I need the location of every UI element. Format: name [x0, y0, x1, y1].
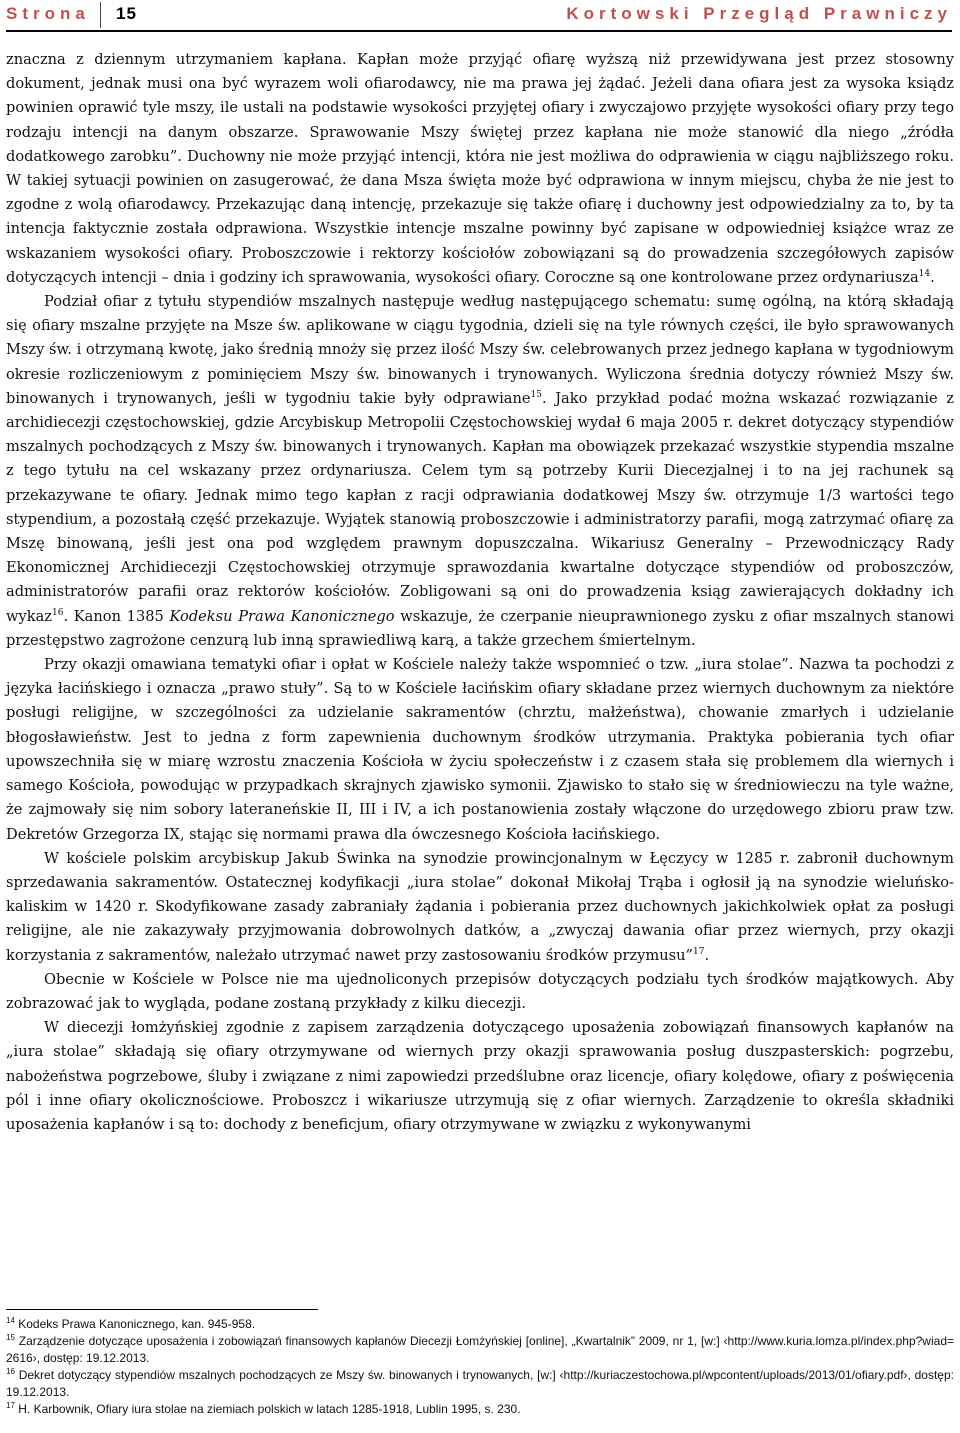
- footnote-16: [6, 1367, 954, 1401]
- header-divider: [100, 2, 101, 28]
- footnote-17: [6, 1401, 954, 1418]
- footnote-text: Zarządzenie dotyczące uposażenia i zobowiązań finansowych kapłanów Diecezji Łomżyńskiej [online], „Kwartalnik” 2009, nr 1, [w:] ‹http://www.kuria.lomza.pl/index.php?wiad= 2616›, dostęp: 19.12.2013.: [6, 1334, 954, 1365]
- paragraph-4-text: W kościele polskim arcybiskup Jakub Świnka na synodzie prowincjonalnym w Łęczycy w 1285 r. zabronił duchownym sprzedawania sakramentów. Ostatecznej kodyfikacji „iura stolae” dokonał Mikołaj Trąba i ogłosił ją na synodzie wieluńsko-kaliskim w 1420 r. Skodyfikowane zasady zabraniały żądania i pobierania przez duchownych jakichkolwiek opłat za posługi religijne, ale nie zakazywały przyjmowania dobrowolnych datków, a „zwyczaj dawania ofiar przez wiernych, przy okazji korzystania z sakramentów, należało utrzymać nawet przy zastosowaniu środków przymusu”: [6, 849, 954, 964]
- footnotes: [6, 1316, 954, 1418]
- page-header: [6, 0, 952, 32]
- footnote-text: H. Karbownik, Ofiary iura stolae na ziemiach polskich w latach 1285-1918, Lublin 1995, s. 230.: [18, 1402, 521, 1416]
- footnote-14: [6, 1316, 954, 1333]
- paragraph-2: [6, 290, 954, 653]
- paragraph-6: W diecezji łomżyńskiej zgodnie z zapisem zarządzenia dotyczącego uposażenia zobowiązań finansowych kapłanów na „iura stolae” składają się ofiary otrzymywane od wiernych przy okazji sprawowania posług duszpasterskich: pogrzebu, nabożeństwa pogrzebowe, śluby i związane z nimi zapowiedzi przedślubne oraz licencje, ofiary kolędowe, ofiary z poświęcenia pól i inne ofiary okolicznościowe. Proboszcz i wikariusze utrzymują się z ofiar wiernych. Zarządzenie to określa składniki uposażenia kapłanów i są to: dochody z beneficjum, ofiary otrzymywane w związku z wykonywanymi: [6, 1019, 954, 1133]
- footnote-separator: [6, 1309, 318, 1310]
- paragraph-4: [6, 847, 954, 968]
- paragraph-2-text-c: . Kanon 1385: [63, 607, 170, 625]
- paragraph-1: [6, 48, 954, 290]
- paragraph-1-text: znaczna z dziennym utrzymaniem kapłana. Kapłan może przyjąć ofiarę wyższą niż przewidywana jest przez stosowny dokument, jednak musi ona być wyrazem woli ofiarodawcy, nie ma prawa jej żądać. Jeżeli dana ofiara jest za wysoka ksiądz powinien oprawić tyle mszy, ile ustali na podstawie wysokości przyjętej ofiary i zwyczajowo przyjęte wysokości ofiary przy tego rodzaju intencji na danym obszarze. Sprawowanie Mszy świętej przez kapłana nie może stanowić dla niego „źródła dodatkowego zarobku”. Duchowny nie może przyjąć intencji, która nie jest możliwa do odprawienia w ciągu najbliższego roku. W takiej sytuacji powinien on zasugerować, że dana Msza święta może być odprawiona w innym miejscu, chyba że nie jest to zgodne z wolą ofiarodawcy. Przekazując daną intencję, przekazuje się także ofiarę i duchowny jest odpowiedzialny za to, by ta intencja faktycznie została odprawiona. Wszystkie intencje mszalne powinny być zapisane w odpowiedniej książce wraz ze wskazaniem wysokości ofiary. Proboszczowie i rektorzy kościołów zobowiązani są do prowadzenia szczegółowych zapisów dotyczących intencji – dnia i godziny ich sprawowania, wysokości ofiary. Coroczne są one kontrolowane przez ordynariusza: [6, 51, 954, 286]
- paragraph-2-text: Podział ofiar z tytułu stypendiów mszalnych następuje według następującego schematu: sumę ogólną, na którą składają się ofiary mszalne przyjęte na Msze św. aplikowane w ciągu tygodnia, dzieli się na tyle równych części, ile było sprawowanych Mszy św. i otrzymaną kwotę, jako średnią mnoży się przez ilość Mszy św. celebrowanych przez jednego kapłana w tygodniowym okresie rozliczeniowym z pominięciem Mszy św. binowanych i trynowanych. Wyliczona średnia dotyczy również Mszy św. binowanych i trynowanych, jeśli w tygodniu takie były odprawiane: [6, 293, 954, 407]
- footnote-ref-16[interactable]: 16: [51, 607, 64, 618]
- code-title-italic: Kodeksu Prawa Kanonicznego: [169, 607, 395, 625]
- paragraph-2-text-d: wskazuje, że czerpanie nieuprawnionego zysku z ofiar mszalnych stanowi przestępstwo zagrożone cenzurą lub inną sprawiedliwą karą, a także grzechem śmiertelnym.: [6, 607, 955, 649]
- header-journal-title: Kortowski Przegląd Prawniczy: [566, 4, 952, 23]
- footnote-15: [6, 1333, 954, 1367]
- paragraph-1-end: .: [930, 268, 935, 286]
- header-page-label: Strona: [6, 4, 90, 23]
- footnote-text: Dekret dotyczący stypendiów mszalnych pochodzących ze Mszy św. binowanych i trynowanych, [w:] ‹http://kuriaczestochowa.pl/wpcontent/uploads/2013/01/ofiary.pdf›, dostęp: 19.12.2013.: [6, 1368, 954, 1399]
- paragraph-4-end: .: [704, 946, 710, 964]
- footnote-ref-17[interactable]: 17: [693, 946, 705, 957]
- paragraph-2-text-b: . Jako przykład podać można wskazać rozwiązanie z archidiecezji częstochowskiej, gdzie Arcybiskup Metropolii Częstochowskiej wydał 6 maja 2005 r. dekret dotyczący stypendiów mszalnych pochodzących z Mszy św. binowanych i trynowanych. Kapłan ma obowiązek przekazać wszystkie stypendia mszalne z tego tytułu na cel wskazany przez ordynariusza. Celem tym są potrzeby Kurii Diecezjalnej i to na jej rachunek są przekazywane te ofiary. Jednak mimo tego kapłan z racji odprawiania dodatkowej Mszy św. otrzymuje 1/3 wartości tego stypendium, a pozostałą część przekazuje. Wyjątek stanowią proboszczowie i administratorzy parafii, mogą zatrzymać ofiarę za Mszę binowaną, jeśli jest ona pod względem prawnym dopuszczalna. Wikariusz Generalny – Przewodniczący Rady Ekonomicznej Archidiecezji Częstochowskiej otrzymuje sprawozdania kwartalne dotyczące stypendiów od proboszczów, administratorów parafii oraz rektorów kościołów. Zobligowani są oni do prowadzenia ksiąg zawierających dokładny ich wykaz: [6, 389, 954, 625]
- paragraph-3: Przy okazji omawiana tematyki ofiar i opłat w Kościele należy także wspomnieć o tzw. „iura stolae”. Nazwa ta pochodzi z języka łacińskiego i oznacza „prawo stuły”. Są to w Kościele łacińskim ofiary składane przez wiernych duchownym za niektóre posługi religijne, w szczególności za udzielanie sakramentów (chrztu, małżeństwa), chowanie zmarłych i udzielanie błogosławieństw. Jest to jedna z form zapewnienia duchownym środków utrzymania. Praktyka pobierania tych ofiar upowszechniła się w miarę wzrostu znaczenia Kościoła w życiu społeczeństw i z czasem stała się problemem dla wiernych i samego Kościoła, powodując w przypadkach skrajnych zjawisko symonii. Zjawisko to stało się w średniowieczu na tyle ważne, że zajmowały się nim sobory lateraneńskie II, III i IV, a ich postanowienia zostały włączone do urzędowego zbioru praw tzw. Dekretów Grzegorza IX, stając się normami prawa dla ówczesnego Kościoła łacińskiego.: [6, 656, 954, 843]
- footnote-text: Kodeks Prawa Kanonicznego, kan. 945-958.: [18, 1317, 256, 1331]
- footnote-number: 17: [6, 1401, 15, 1410]
- footnote-number: 15: [6, 1333, 15, 1342]
- footnote-number: 16: [6, 1367, 15, 1376]
- paragraph-5: Obecnie w Kościele w Polsce nie ma ujednoliconych przepisów dotyczących podziału tych środków majątkowych. Aby zobrazować jak to wygląda, podane zostaną przykłady z kilku diecezji.: [6, 970, 954, 1012]
- footnote-ref-15[interactable]: 15: [530, 389, 542, 400]
- header-page-number: 15: [116, 4, 137, 23]
- article-body: [6, 48, 954, 1137]
- footnote-number: 14: [6, 1316, 15, 1325]
- footnote-ref-14[interactable]: 14: [918, 268, 931, 279]
